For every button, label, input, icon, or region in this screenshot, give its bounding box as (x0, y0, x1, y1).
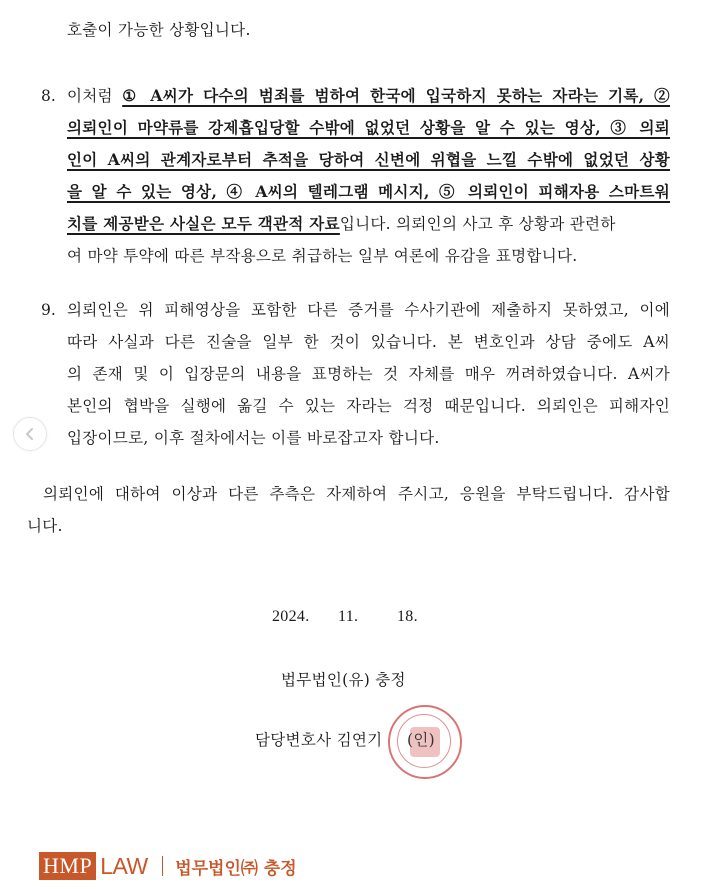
signatory: 담당변호사 김연기 (255, 731, 383, 749)
paragraph-9-line: 의 존재 및 이 입장문의 내용을 표명하는 것 자체를 매우 꺼려하였습니다. A씨가 (67, 365, 670, 383)
date-month: 11. (338, 608, 359, 625)
underlined-evidence-text: 을 알 수 있는 영상, ④ A씨의 텔레그램 메시지, ⑤ 의뢰인이 피해자용 스마트워 (67, 182, 670, 201)
paragraph-9-line: 의뢰인은 위 피해영상을 포함한 다른 증거를 수사기관에 제출하지 못하였고, 이에 (67, 301, 670, 319)
paragraph-8-line (67, 214, 670, 234)
underlined-evidence-text: 치를 제공받은 사실은 모두 객관적 자료 (67, 214, 340, 233)
paragraph-8-number: 8. (41, 87, 56, 105)
chevron-left-icon (24, 427, 36, 441)
paragraph-9-line: 입장이므로, 이후 절차에서는 이를 바로잡고자 합니다. (67, 429, 440, 447)
paragraph-9-line: 따라 사실과 다른 진술을 일부 한 것이 있습니다. 본 변호인과 상담 중에도 A씨 (67, 333, 670, 351)
underlined-evidence-text: 의뢰인이 마약류를 강제흡입당할 수밖에 없었던 상황을 알 수 있는 영상, ③ 의뢰 (67, 118, 670, 137)
paragraph-8-line (67, 118, 670, 138)
paragraph-8-line (67, 86, 670, 106)
intro-line: 호출이 가능한 상황입니다. (67, 21, 251, 39)
paragraph-8-line: 여 마약 투약에 따른 부작용으로 취급하는 일부 여론에 유감을 표명합니다. (67, 247, 578, 265)
paragraph-9-number: 9. (41, 301, 56, 319)
closing-line: 의뢰인에 대하여 이상과 다른 추측은 자제하여 주시고, 응원을 부탁드립니다. 감사합 (43, 485, 670, 503)
underlined-evidence-text: 인이 A씨의 관계자로부터 추적을 당하여 신변에 위협을 느낄 수밖에 없었던 상황 (67, 150, 670, 169)
date-year: 2024. (272, 608, 310, 625)
closing-line: 니다. (27, 517, 63, 535)
plain-text: 이처럼 (67, 87, 123, 105)
logo-box: HMP (39, 852, 96, 880)
carousel-prev-button[interactable] (13, 417, 47, 451)
logo-firm-name: 법무법인㈜ 충정 (175, 858, 297, 879)
plain-text: 입니다. 의뢰인의 사고 후 상황과 관련하 (339, 215, 616, 233)
logo-divider (162, 856, 164, 876)
underlined-evidence-text: ① A씨가 다수의 범죄를 범하여 한국에 입국하지 못하는 자라는 기록, ② (122, 86, 670, 105)
footer-logo (39, 852, 297, 880)
firm-name: 법무법인(유) 충정 (281, 671, 406, 689)
paragraph-8-line (67, 182, 670, 202)
paragraph-8-line (67, 150, 670, 170)
seal-mark: (인) (407, 731, 435, 749)
date-day: 18. (397, 608, 418, 625)
paragraph-9-line: 본인의 협박을 실행에 옮길 수 있는 자라는 걱정 때문입니다. 의뢰인은 피해자인 (67, 397, 670, 415)
logo-text: LAW (100, 852, 148, 879)
